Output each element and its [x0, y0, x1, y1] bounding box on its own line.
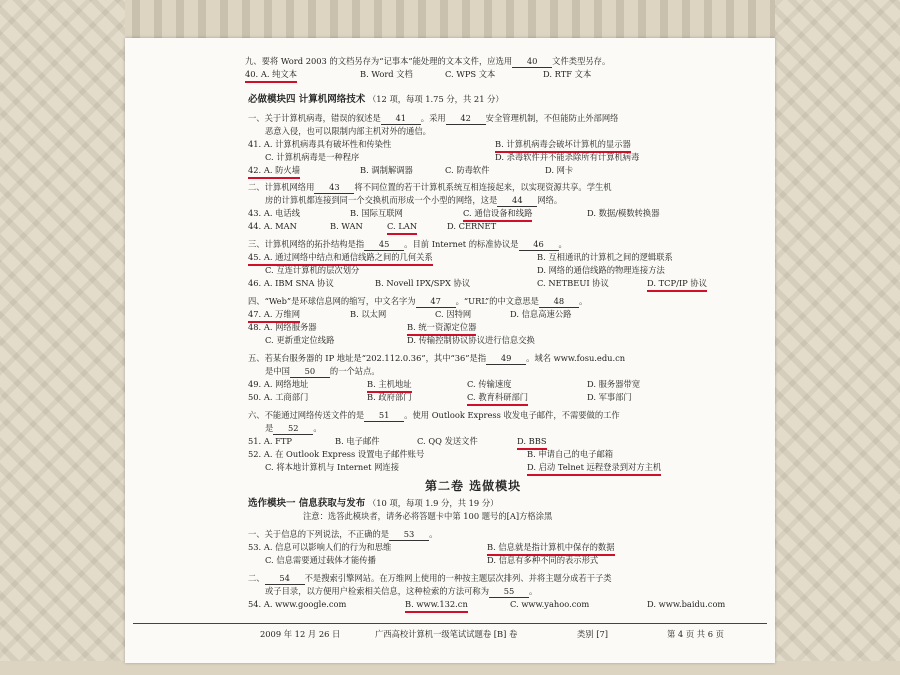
- stem-text: 。: [429, 529, 438, 539]
- option-d: D. 传输控制协议协议进行信息交换: [407, 335, 535, 345]
- decorative-frame-bottom: [0, 661, 900, 675]
- option-d: D. www.baidu.com: [647, 599, 726, 609]
- stem-text: 一、关于计算机病毒，错误的叙述是: [248, 113, 381, 123]
- option-a: 52. A. 在 Outlook Express 设置电子邮件账号: [248, 449, 425, 459]
- option-a: 44. A. MAN: [248, 221, 297, 231]
- section-4-stem: [125, 295, 775, 308]
- decorative-frame-left: [0, 0, 125, 675]
- module-title: 必做模块四 计算机网络技术: [248, 94, 366, 105]
- answer-blank: 40: [512, 56, 552, 68]
- question-48-row1: [125, 321, 775, 334]
- question-45-row2: [125, 264, 775, 277]
- footer-divider: [133, 623, 767, 624]
- stem-text: 是: [265, 423, 274, 433]
- option-a-marked: 45. A. 通过网络中结点和通信线路之间的几何关系: [248, 251, 433, 266]
- stem-text: 安全管理机制，不但能防止外部网络: [485, 113, 619, 123]
- stem-text: 。域名 www.fosu.edu.cn: [526, 353, 626, 363]
- option-c: C. WPS 文本: [445, 69, 496, 79]
- option-a-marked: 40. A. 纯文本: [245, 68, 297, 83]
- answer-blank: 52: [273, 423, 313, 435]
- answer-blank: 45: [364, 239, 404, 251]
- answer-blank: 51: [364, 410, 404, 422]
- question-48-row2: [125, 334, 775, 347]
- scanned-exam-page: [125, 38, 775, 663]
- option-a: 54. A. www.google.com: [248, 599, 347, 609]
- elective-section-2-stem-line2: [125, 585, 775, 598]
- elective-1-note: [125, 510, 775, 523]
- stem-text: 是中国: [265, 366, 290, 376]
- stem-text: 二、: [248, 573, 265, 583]
- option-b: B. 申请自己的电子邮箱: [527, 449, 614, 459]
- option-a: 43. A. 电话线: [248, 208, 300, 218]
- page-footer: [125, 628, 775, 641]
- answer-blank: 43: [314, 182, 354, 194]
- stem-text: 或子目录，以方便用户检索相关信息，这种检索的方法可称为: [265, 586, 490, 596]
- question-44-options: [125, 220, 775, 233]
- option-c-marked: C. LAN: [387, 220, 417, 235]
- footer-date: 2009 年 12 月 26 日: [260, 629, 341, 639]
- option-a: 46. A. IBM SNA 协议: [248, 278, 334, 288]
- question-54-options: [125, 598, 775, 611]
- volume-2-header: [125, 478, 775, 494]
- question-52-row2: [125, 461, 775, 474]
- option-b: B. 政府部门: [367, 392, 412, 402]
- question-47-options: [125, 308, 775, 321]
- option-a: 50. A. 工商部门: [248, 392, 309, 402]
- stem-text: 房的计算机都连接到同一个交换机而形成一个小型的网络，这是: [265, 195, 498, 205]
- option-b-marked: B. 信息就是指计算机中保存的数据: [487, 541, 615, 556]
- section-5-stem: [125, 352, 775, 365]
- option-a: 49. A. 网络地址: [248, 379, 309, 389]
- option-d-marked: D. 启动 Telnet 远程登录到对方主机: [527, 461, 661, 476]
- option-b-marked: B. 统一资源定位器: [407, 321, 476, 336]
- section-1-stem-line2: [125, 125, 775, 138]
- stem-text: 。: [558, 239, 567, 249]
- option-b: B. Novell IPX/SPX 协议: [375, 278, 471, 288]
- stem-text: 。: [313, 423, 322, 433]
- elective-meta: （10 项，每项 1.9 分，共 19 分）: [367, 498, 499, 508]
- stem-text: 四、“Web”是环球信息网的缩写，中文名字为: [248, 296, 416, 306]
- question-53-row2: [125, 554, 775, 567]
- module-4-header: [125, 93, 775, 106]
- question-51-options: [125, 435, 775, 448]
- option-c: C. 信息需要通过载体才能传播: [265, 555, 376, 565]
- section-5-stem-line2: [125, 365, 775, 378]
- question-41-row1: [125, 138, 775, 151]
- stem-text: 。: [529, 586, 538, 596]
- option-b: B. WAN: [330, 221, 363, 231]
- question-43-options: [125, 207, 775, 220]
- option-a: 53. A. 信息可以影响人们的行为和思维: [248, 542, 392, 552]
- stem-text: 六、不能通过网络传送文件的是: [248, 410, 365, 420]
- option-d-marked: D. TCP/IP 协议: [647, 277, 707, 292]
- section-1-stem: [125, 112, 775, 125]
- option-c: C. 因特网: [435, 309, 472, 319]
- stem-text: 五、若某台服务器的 IP 地址是“202.112.0.36”，其中“36”是指: [248, 353, 487, 363]
- question-42-options: [125, 164, 775, 177]
- option-d: D. RTF 文本: [543, 69, 592, 79]
- option-c: C. 计算机病毒是一种程序: [265, 152, 360, 162]
- answer-blank: 50: [290, 366, 330, 378]
- answer-blank: 53: [389, 529, 429, 541]
- decorative-frame-top: [0, 0, 900, 38]
- option-c: C. QQ 发送文件: [417, 436, 478, 446]
- answer-blank: 41: [381, 113, 421, 125]
- option-c: C. 更新重定位线路: [265, 335, 335, 345]
- option-a-marked: 47. A. 万维网: [248, 308, 300, 323]
- section-6-stem-line2: [125, 422, 775, 435]
- option-b-marked: B. www.132.cn: [405, 598, 468, 613]
- stem-text: 。“URL”的中文意思是: [455, 296, 539, 306]
- option-d: D. 网卡: [545, 165, 574, 175]
- stem-text: 。使用 Outlook Express 收发电子邮件，不需要做的工作: [404, 410, 620, 420]
- stem-text: 九、要将 Word 2003 的文档另存为“记事本”能处理的文本文件，应选用: [245, 56, 513, 66]
- option-b-marked: B. 主机地址: [367, 378, 412, 393]
- stem-text: 。: [578, 296, 588, 306]
- elective-section-2-stem: [125, 572, 775, 585]
- answer-blank: 44: [497, 195, 537, 207]
- answer-blank: 55: [489, 586, 529, 598]
- answer-blank: 46: [519, 239, 559, 251]
- option-b: B. 电子邮件: [335, 436, 380, 446]
- option-d: D. 杀毒软件并不能杀除所有计算机病毒: [495, 152, 640, 162]
- question-9-stem: [125, 55, 775, 68]
- question-46-options: [125, 277, 775, 290]
- option-c: C. 防毒软件: [445, 165, 490, 175]
- volume-title: 第二卷 选做模块: [425, 479, 522, 493]
- stem-text: 二、计算机网络用: [248, 182, 315, 192]
- stem-text: 。采用: [420, 113, 446, 123]
- question-53-row1: [125, 541, 775, 554]
- answer-blank: 54: [265, 573, 305, 585]
- option-c: C. 传输速度: [467, 379, 512, 389]
- option-c-marked: C. 通信设备和线路: [463, 207, 532, 222]
- section-3-stem: [125, 238, 775, 251]
- stem-text: 的一个站点。: [329, 366, 380, 376]
- option-b: B. 互相通讯的计算机之间的逻辑联系: [537, 252, 673, 262]
- stem-text: 网络。: [537, 195, 563, 205]
- option-b: B. Word 文档: [360, 69, 413, 79]
- option-d: D. CERNET: [447, 221, 497, 231]
- elective-section-1-stem: [125, 528, 775, 541]
- decorative-frame-right: [775, 0, 900, 675]
- option-d: D. 信息高速公路: [510, 309, 572, 319]
- question-40-options: [125, 68, 775, 81]
- option-a-marked: 42. A. 防火墙: [248, 164, 300, 179]
- stem-text: 三、计算机网络的拓扑结构是指: [248, 239, 365, 249]
- option-b-marked: B. 计算机病毒会破坏计算机的显示器: [495, 138, 631, 153]
- module-meta: （12 项，每项 1.75 分，共 21 分）: [367, 94, 504, 104]
- elective-title: 选作模块一 信息获取与发布: [248, 498, 366, 509]
- option-c: C. NETBEUI 协议: [537, 278, 609, 288]
- option-b: B. 国际互联网: [350, 208, 403, 218]
- section-2-stem-line2: [125, 194, 775, 207]
- question-52-row1: [125, 448, 775, 461]
- footer-page-number: 第 4 页 共 6 页: [667, 629, 724, 639]
- answer-blank: 48: [539, 296, 579, 308]
- stem-text: 文件类型另存。: [552, 56, 611, 66]
- stem-text: 将不同位置的若干计算机系统互相连接起来，以实现资源共享。学生机: [354, 182, 612, 192]
- stem-text: 一、关于信息的下列说法，不正确的是: [248, 529, 390, 539]
- option-a: 41. A. 计算机病毒具有破坏性和传染性: [248, 139, 392, 149]
- option-d: D. 服务器带宽: [587, 379, 641, 389]
- section-2-stem: [125, 181, 775, 194]
- answer-blank: 42: [446, 113, 486, 125]
- footer-category: 类别 [7]: [577, 629, 608, 639]
- answer-blank: 47: [416, 296, 456, 308]
- option-a: 48. A. 网络服务器: [248, 322, 317, 332]
- note-text: 注意：选答此模块者，请务必将答题卡中第 100 题号的[A]方格涂黑: [303, 511, 553, 521]
- question-49-options: [125, 378, 775, 391]
- question-50-options: [125, 391, 775, 404]
- stem-text: 恶意入侵，也可以限制内部主机对外的通信。: [265, 126, 431, 136]
- elective-1-header: [125, 497, 775, 510]
- option-d: D. 军事部门: [587, 392, 632, 402]
- option-c: C. www.yahoo.com: [510, 599, 590, 609]
- option-a: 51. A. FTP: [248, 436, 292, 446]
- answer-blank: 49: [486, 353, 526, 365]
- option-d: D. 数据/模数转换器: [587, 208, 660, 218]
- footer-exam-title: 广西高校计算机一级笔试试题卷 [B] 卷: [375, 629, 518, 639]
- section-6-stem: [125, 409, 775, 422]
- option-b: B. 以太网: [350, 309, 387, 319]
- option-c-marked: C. 教育科研部门: [467, 391, 528, 406]
- option-c: C. 将本地计算机与 Internet 网连接: [265, 462, 399, 472]
- option-c: C. 互连计算机的层次划分: [265, 265, 360, 275]
- option-d: D. 网络的通信线路的物理连接方法: [537, 265, 665, 275]
- option-b: B. 调制解调器: [360, 165, 413, 175]
- question-41-row2: [125, 151, 775, 164]
- option-d: D. 信息有多种不同的表示形式: [487, 555, 599, 565]
- stem-text: 。目前 Internet 的标准协议是: [404, 239, 519, 249]
- option-d-marked: D. BBS: [517, 435, 547, 450]
- stem-text: 不是搜索引擎网站。在万维网上使用的一种按主题层次排列、并将主题分成若干子类: [304, 573, 612, 583]
- question-45-row1: [125, 251, 775, 264]
